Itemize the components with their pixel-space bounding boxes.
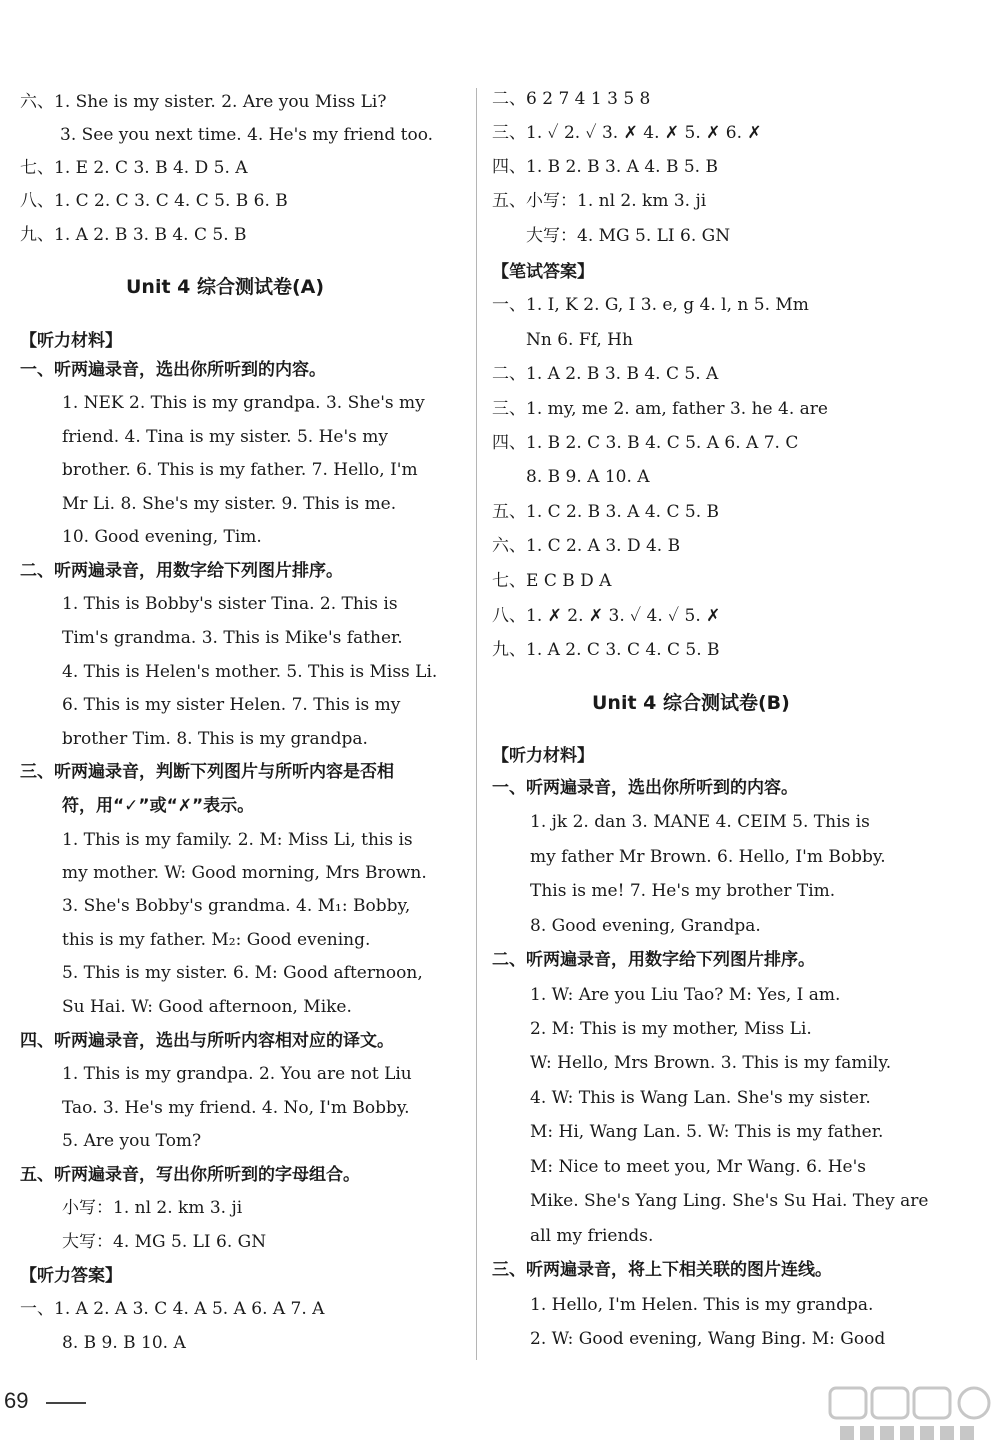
page-number-rule	[46, 1402, 86, 1404]
answer-line: 1. NEK 2. This is my grandpa. 3. She's my	[62, 393, 425, 413]
answer-line: 2. M: This is my mother, Miss Li.	[530, 1019, 812, 1039]
answer-line: 小写：1. nl 2. km 3. ji	[62, 1198, 243, 1218]
section-heading: 五、听两遍录音，写出你所听到的字母组合。	[20, 1165, 360, 1185]
answer-line: 二、1. A 2. B 3. B 4. C 5. A	[492, 364, 719, 384]
answer-line: 6. This is my sister Helen. 7. This is my	[62, 695, 401, 715]
answer-line: 四、1. B 2. B 3. A 4. B 5. B	[492, 157, 718, 177]
column-divider	[476, 88, 477, 1360]
answer-line: my mother. W: Good morning, Mrs Brown.	[62, 863, 427, 883]
section-heading: 【笔试答案】	[492, 262, 594, 282]
answer-line: 三、1. my, me 2. am, father 3. he 4. are	[492, 399, 828, 419]
section-heading: 符，用“✓”或“✗”表示。	[62, 796, 255, 816]
answer-line: 九、1. A 2. C 3. C 4. C 5. B	[492, 640, 720, 660]
answer-line: 八、1. ✗ 2. ✗ 3. ✓ 4. ✓ 5. ✗	[492, 606, 721, 626]
section-heading: 一、听两遍录音，选出你所听到的内容。	[20, 360, 326, 380]
answer-line: Mike. She's Yang Ling. She's Su Hai. They are	[530, 1191, 929, 1211]
section-title: Unit 4 综合测试卷(A)	[126, 276, 325, 298]
section-heading: 一、听两遍录音，选出你所听到的内容。	[492, 778, 798, 798]
answer-line: 1. This is my family. 2. M: Miss Li, this is	[62, 830, 413, 850]
answer-line: Nn 6. Ff, Hh	[526, 330, 633, 350]
answer-line: 六、1. She is my sister. 2. Are you Miss Li?	[20, 92, 387, 112]
answer-line: 七、E C B D A	[492, 571, 612, 591]
answer-line: 1. This is Bobby's sister Tina. 2. This is	[62, 594, 398, 614]
answer-line: 1. jk 2. dan 3. MANE 4. CEIM 5. This is	[530, 812, 870, 832]
answer-line: Tao. 3. He's my friend. 4. No, I'm Bobby.	[62, 1098, 410, 1118]
answer-line: brother. 6. This is my father. 7. Hello, I'm	[62, 460, 418, 480]
answer-line: 4. This is Helen's mother. 5. This is Miss Li.	[62, 662, 438, 682]
answer-line: 4. W: This is Wang Lan. She's my sister.	[530, 1088, 871, 1108]
answer-line: Tim's grandma. 3. This is Mike's father.	[62, 628, 403, 648]
answer-line: 5. This is my sister. 6. M: Good afternoon,	[62, 963, 423, 983]
answer-line: 8. B 9. A 10. A	[526, 467, 650, 487]
answer-line: 三、1. ✓ 2. ✓ 3. ✗ 4. ✗ 5. ✗ 6. ✗	[492, 123, 762, 143]
answer-line: 3. See you next time. 4. He's my friend too.	[60, 125, 434, 145]
answer-line: 一、1. A 2. A 3. C 4. A 5. A 6. A 7. A	[20, 1299, 325, 1319]
section-heading: 【听力材料】	[492, 746, 594, 766]
page-number: 69	[4, 1388, 29, 1413]
answer-line: all my friends.	[530, 1226, 654, 1246]
section-heading: 二、听两遍录音，用数字给下列图片排序。	[492, 950, 815, 970]
answer-line: 3. She's Bobby's grandma. 4. M₁: Bobby,	[62, 896, 411, 916]
section-heading: 【听力答案】	[20, 1266, 122, 1286]
answer-line: Su Hai. W: Good afternoon, Mike.	[62, 997, 352, 1017]
answer-line: 2. W: Good evening, Wang Bing. M: Good	[530, 1329, 886, 1349]
section-heading: 三、听两遍录音，将上下相关联的图片连线。	[492, 1260, 832, 1280]
answer-line: W: Hello, Mrs Brown. 3. This is my family.	[530, 1053, 892, 1073]
answer-line: 六、1. C 2. A 3. D 4. B	[492, 536, 681, 556]
answer-line: 1. Hello, I'm Helen. This is my grandpa.	[530, 1295, 874, 1315]
answer-line: 二、6 2 7 4 1 3 5 8	[492, 89, 651, 109]
answer-line: 5. Are you Tom?	[62, 1131, 202, 1151]
answer-line: 1. This is my grandpa. 2. You are not Liu	[62, 1064, 412, 1084]
answer-line: this is my father. M₂: Good evening.	[62, 930, 371, 950]
answer-line: 大写：4. MG 5. LI 6. GN	[62, 1232, 267, 1252]
watermark-logo-icon	[826, 1384, 996, 1446]
answer-line: 四、1. B 2. C 3. B 4. C 5. A 6. A 7. C	[492, 433, 799, 453]
answer-line: 1. W: Are you Liu Tao? M: Yes, I am.	[530, 985, 841, 1005]
answer-line: This is me! 7. He's my brother Tim.	[530, 881, 836, 901]
answer-line: 10. Good evening, Tim.	[62, 527, 262, 547]
answer-line: friend. 4. Tina is my sister. 5. He's my	[62, 427, 389, 447]
section-heading: 二、听两遍录音，用数字给下列图片排序。	[20, 561, 343, 581]
answer-line: 8. B 9. B 10. A	[62, 1333, 186, 1353]
answer-line: Mr Li. 8. She's my sister. 9. This is me.	[62, 494, 397, 514]
section-heading: 三、听两遍录音，判断下列图片与所听内容是否相	[20, 762, 394, 782]
answer-line: 一、1. I, K 2. G, I 3. e, g 4. l, n 5. Mm	[492, 295, 809, 315]
answer-line: 七、1. E 2. C 3. B 4. D 5. A	[20, 158, 248, 178]
answer-line: M: Nice to meet you, Mr Wang. 6. He's	[530, 1157, 866, 1177]
answer-line: my father Mr Brown. 6. Hello, I'm Bobby.	[530, 847, 886, 867]
answer-line: 八、1. C 2. C 3. C 4. C 5. B 6. B	[20, 191, 288, 211]
answer-line: 五、小写：1. nl 2. km 3. ji	[492, 191, 707, 211]
answer-line: 九、1. A 2. B 3. B 4. C 5. B	[20, 225, 247, 245]
section-title: Unit 4 综合测试卷(B)	[592, 692, 790, 714]
section-heading: 四、听两遍录音，选出与所听内容相对应的译文。	[20, 1031, 394, 1051]
answer-line: M: Hi, Wang Lan. 5. W: This is my father.	[530, 1122, 884, 1142]
answer-line: 五、1. C 2. B 3. A 4. C 5. B	[492, 502, 720, 522]
answer-line: brother Tim. 8. This is my grandpa.	[62, 729, 368, 749]
section-heading: 【听力材料】	[20, 331, 122, 351]
answer-line: 大写：4. MG 5. LI 6. GN	[526, 226, 731, 246]
answer-line: 8. Good evening, Grandpa.	[530, 916, 761, 936]
